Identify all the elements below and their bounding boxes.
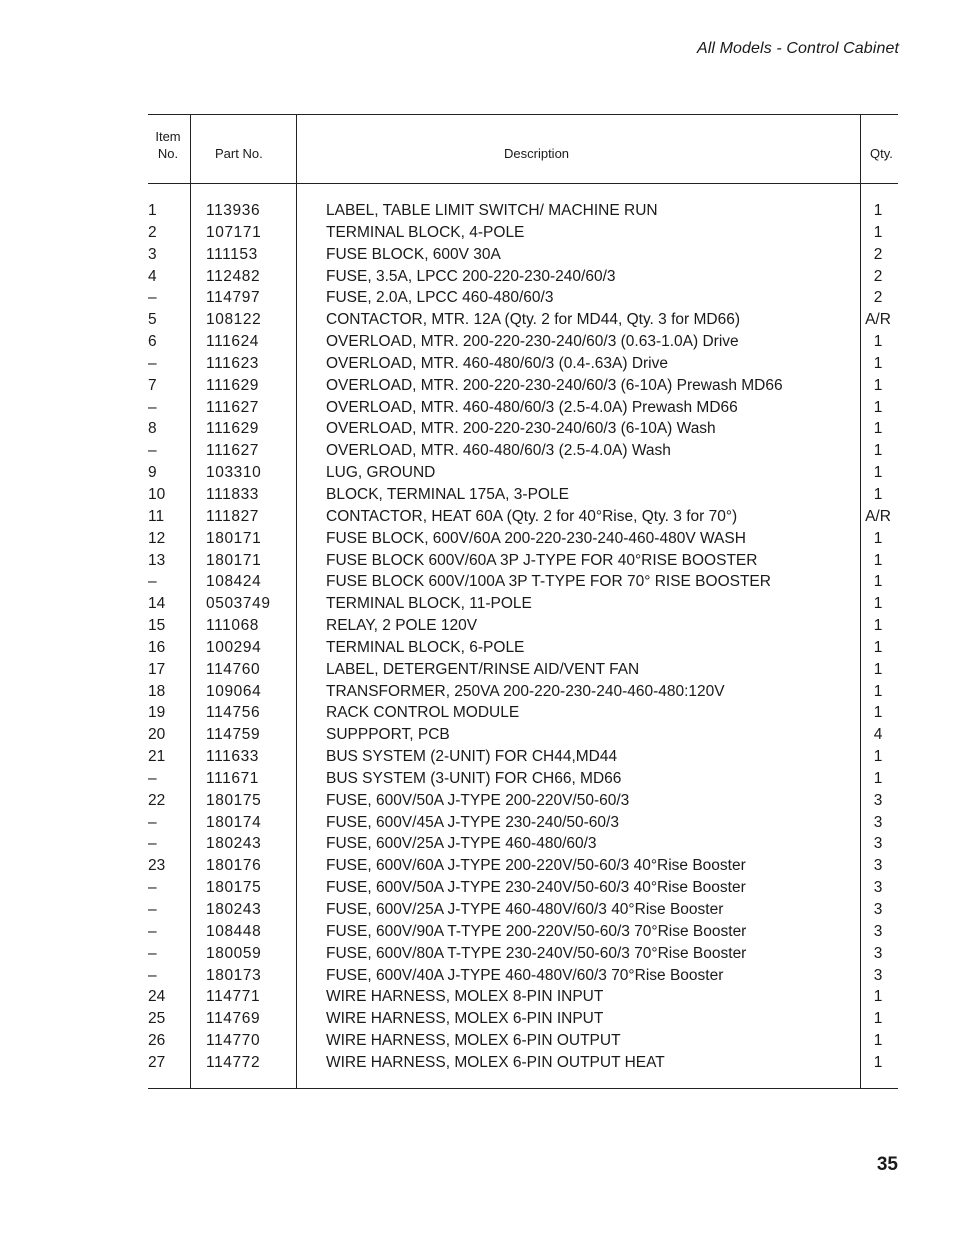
table-row xyxy=(148,484,898,506)
description: FUSE, 3.5A, LPCC 200-220-230-240/60/3 xyxy=(326,267,616,285)
item-number: 2 xyxy=(148,223,157,241)
description: FUSE, 600V/90A T-TYPE 200-220V/50-60/3 70°Rise Booster xyxy=(326,922,747,940)
part-number: 180243 xyxy=(206,901,262,918)
description: FUSE, 600V/25A J-TYPE 460-480/60/3 xyxy=(326,835,597,853)
part-number: 100294 xyxy=(206,638,262,656)
quantity: 1 xyxy=(873,442,883,460)
description: OVERLOAD, MTR. 460-480/60/3 (2.5-4.0A) Wash xyxy=(326,442,671,460)
table-row xyxy=(148,418,898,440)
part-number: 113936 xyxy=(206,202,261,219)
part-number: 111153 xyxy=(206,245,258,263)
table-row xyxy=(148,375,898,397)
quantity: 1 xyxy=(873,485,883,503)
quantity: 3 xyxy=(873,879,883,897)
item-number: 4 xyxy=(148,267,157,285)
table-row xyxy=(148,1008,898,1030)
part-number: 111833 xyxy=(206,485,260,503)
item-number: – xyxy=(148,354,157,372)
item-number: 1 xyxy=(148,202,157,219)
item-number: – xyxy=(148,944,157,962)
table-row xyxy=(148,309,898,331)
table-row xyxy=(148,768,898,790)
quantity: A/R xyxy=(865,507,891,525)
part-number: 180173 xyxy=(206,966,262,984)
table-row xyxy=(148,790,898,812)
description: FUSE, 600V/50A J-TYPE 230-240V/50-60/3 40°Rise Booster xyxy=(326,879,746,897)
quantity: 3 xyxy=(873,791,883,809)
description: CONTACTOR, MTR. 12A (Qty. 2 for MD44, Qty. 3 for MD66) xyxy=(326,311,740,329)
description: FUSE BLOCK 600V/100A 3P T-TYPE FOR 70° RISE BOOSTER xyxy=(326,573,771,591)
part-number: 180175 xyxy=(206,879,262,897)
table-row xyxy=(148,222,898,244)
quantity: 3 xyxy=(873,901,883,918)
item-number: – xyxy=(148,901,157,918)
quantity: 1 xyxy=(873,376,883,394)
part-number: 111627 xyxy=(206,442,260,460)
item-number: 12 xyxy=(148,529,166,547)
item-number: 13 xyxy=(148,551,166,569)
item-number: 20 xyxy=(148,726,166,744)
quantity: 1 xyxy=(873,1010,883,1028)
item-number: 18 xyxy=(148,682,166,700)
description: WIRE HARNESS, MOLEX 8-PIN INPUT xyxy=(326,988,604,1006)
quantity: 1 xyxy=(873,529,883,547)
item-number: 24 xyxy=(148,988,166,1006)
description: OVERLOAD, MTR. 200-220-230-240/60/3 (6-10A) Prewash MD66 xyxy=(326,376,783,394)
table-row xyxy=(148,266,898,288)
part-number: 111623 xyxy=(206,354,260,372)
table-row xyxy=(148,440,898,462)
description: LABEL, DETERGENT/RINSE AID/VENT FAN xyxy=(326,660,640,678)
table-header-rule xyxy=(148,183,898,184)
part-number: 180059 xyxy=(206,944,262,962)
part-number: 111624 xyxy=(206,333,260,351)
column-header-item-line2: No. xyxy=(157,146,179,161)
table-row xyxy=(148,681,898,703)
description: TERMINAL BLOCK, 11-POLE xyxy=(326,595,532,613)
quantity: 1 xyxy=(873,988,883,1006)
part-number: 108424 xyxy=(206,573,262,591)
description: WIRE HARNESS, MOLEX 6-PIN INPUT xyxy=(326,1010,604,1028)
column-header-description: Description xyxy=(504,146,570,161)
table-row xyxy=(148,550,898,572)
description: TRANSFORMER, 250VA 200-220-230-240-460-480:120V xyxy=(326,682,725,700)
description: TERMINAL BLOCK, 6-POLE xyxy=(326,638,525,656)
item-number: – xyxy=(148,769,157,787)
description: RACK CONTROL MODULE xyxy=(326,704,520,722)
item-number: – xyxy=(148,289,157,307)
description: LABEL, TABLE LIMIT SWITCH/ MACHINE RUN xyxy=(326,202,658,219)
table-row xyxy=(148,353,898,375)
part-number: 111629 xyxy=(206,376,260,394)
part-number: 114759 xyxy=(206,726,261,744)
description: FUSE BLOCK, 600V 30A xyxy=(326,245,501,263)
table-row xyxy=(148,877,898,899)
quantity: 1 xyxy=(873,223,883,241)
item-number: 19 xyxy=(148,704,166,722)
description: BUS SYSTEM (3-UNIT) FOR CH66, MD66 xyxy=(326,769,622,787)
description: WIRE HARNESS, MOLEX 6-PIN OUTPUT xyxy=(326,1032,621,1050)
part-number: 114770 xyxy=(206,1032,261,1050)
part-number: 112482 xyxy=(206,267,261,285)
quantity: 2 xyxy=(873,267,883,285)
description: OVERLOAD, MTR. 200-220-230-240/60/3 (6-10A) Wash xyxy=(326,420,716,438)
table-row xyxy=(148,593,898,615)
item-number: 17 xyxy=(148,660,166,678)
table-row xyxy=(148,1030,898,1052)
column-header-qty: Qty. xyxy=(870,146,893,161)
item-number: – xyxy=(148,573,157,591)
table-row xyxy=(148,855,898,877)
description: FUSE BLOCK 600V/60A 3P J-TYPE FOR 40°RISE BOOSTER xyxy=(326,551,758,569)
quantity: 1 xyxy=(873,638,883,656)
table-row xyxy=(148,965,898,987)
item-number: 8 xyxy=(148,420,157,438)
quantity: 3 xyxy=(873,944,883,962)
item-number: 7 xyxy=(148,376,157,394)
quantity: 1 xyxy=(873,748,883,766)
part-number: 108448 xyxy=(206,922,262,940)
table-body xyxy=(148,200,898,1074)
quantity: 1 xyxy=(873,398,883,416)
table-row xyxy=(148,943,898,965)
description: OVERLOAD, MTR. 200-220-230-240/60/3 (0.63-1.0A) Drive xyxy=(326,333,739,351)
part-number: 111827 xyxy=(206,507,260,525)
part-number: 107171 xyxy=(206,223,262,241)
part-number: 111627 xyxy=(206,398,260,416)
quantity: 1 xyxy=(873,573,883,591)
page-header-title: All Models - Control Cabinet xyxy=(697,40,899,57)
part-number: 108122 xyxy=(206,311,262,329)
part-number: 111671 xyxy=(206,769,260,787)
item-number: 23 xyxy=(148,857,166,875)
table-row xyxy=(148,244,898,266)
table-row xyxy=(148,571,898,593)
item-number: 3 xyxy=(148,245,157,263)
description: BUS SYSTEM (2-UNIT) FOR CH44,MD44 xyxy=(326,748,618,766)
item-number: 10 xyxy=(148,485,166,503)
item-number: 26 xyxy=(148,1032,166,1050)
part-number: 180174 xyxy=(206,813,262,831)
quantity: 2 xyxy=(873,245,883,263)
table-row xyxy=(148,287,898,309)
part-number: 114769 xyxy=(206,1010,261,1028)
item-number: – xyxy=(148,398,157,416)
part-number: 180176 xyxy=(206,857,262,875)
table-row xyxy=(148,659,898,681)
quantity: 3 xyxy=(873,966,883,984)
item-number: 6 xyxy=(148,333,157,351)
table-row xyxy=(148,899,898,921)
quantity: 3 xyxy=(873,857,883,875)
table-row xyxy=(148,921,898,943)
description: TERMINAL BLOCK, 4-POLE xyxy=(326,223,525,241)
description: OVERLOAD, MTR. 460-480/60/3 (2.5-4.0A) Prewash MD66 xyxy=(326,398,738,416)
quantity: 1 xyxy=(873,617,883,635)
item-number: 9 xyxy=(148,464,157,482)
item-number: 11 xyxy=(148,507,165,525)
column-header-item xyxy=(153,128,183,162)
description: RELAY, 2 POLE 120V xyxy=(326,617,478,635)
quantity: A/R xyxy=(865,311,891,329)
table-row xyxy=(148,637,898,659)
item-number: 14 xyxy=(148,595,166,613)
item-number: 21 xyxy=(148,748,166,766)
table-row xyxy=(148,1052,898,1074)
part-number: 114760 xyxy=(206,660,261,678)
item-number: – xyxy=(148,813,157,831)
item-number: – xyxy=(148,442,157,460)
quantity: 1 xyxy=(873,1032,883,1050)
description: FUSE, 600V/25A J-TYPE 460-480V/60/3 40°Rise Booster xyxy=(326,901,724,918)
quantity: 1 xyxy=(873,464,883,482)
description: FUSE, 600V/40A J-TYPE 460-480V/60/3 70°Rise Booster xyxy=(326,966,724,984)
part-number: 114772 xyxy=(206,1053,261,1071)
part-number: 0503749 xyxy=(206,595,271,613)
item-number: 16 xyxy=(148,638,166,656)
table-row xyxy=(148,746,898,768)
description: FUSE, 2.0A, LPCC 460-480/60/3 xyxy=(326,289,554,307)
item-number: – xyxy=(148,922,157,940)
table-row xyxy=(148,462,898,484)
part-number: 111629 xyxy=(206,420,260,438)
quantity: 4 xyxy=(873,726,883,744)
quantity: 1 xyxy=(873,333,883,351)
page-number: 35 xyxy=(876,1154,898,1175)
table-row xyxy=(148,506,898,528)
part-number: 180171 xyxy=(206,551,262,569)
quantity: 1 xyxy=(873,551,883,569)
part-number: 114756 xyxy=(206,704,261,722)
description: WIRE HARNESS, MOLEX 6-PIN OUTPUT HEAT xyxy=(326,1053,665,1071)
table-bottom-rule xyxy=(148,1088,898,1089)
quantity: 2 xyxy=(873,289,883,307)
quantity: 3 xyxy=(873,835,883,853)
table-row xyxy=(148,724,898,746)
description: FUSE, 600V/60A J-TYPE 200-220V/50-60/3 40°Rise Booster xyxy=(326,857,746,875)
table-row xyxy=(148,812,898,834)
table-row xyxy=(148,833,898,855)
description: SUPPPORT, PCB xyxy=(326,726,450,744)
quantity: 1 xyxy=(873,420,883,438)
column-header-part: Part No. xyxy=(215,146,263,161)
table-top-rule xyxy=(148,114,898,115)
description: BLOCK, TERMINAL 175A, 3-POLE xyxy=(326,485,569,503)
item-number: – xyxy=(148,879,157,897)
description: FUSE, 600V/50A J-TYPE 200-220V/50-60/3 xyxy=(326,791,630,809)
quantity: 1 xyxy=(873,354,883,372)
table-row xyxy=(148,331,898,353)
description: LUG, GROUND xyxy=(326,464,436,482)
part-number: 103310 xyxy=(206,464,262,482)
part-number: 180171 xyxy=(206,529,262,547)
quantity: 3 xyxy=(873,813,883,831)
item-number: – xyxy=(148,835,157,853)
item-number: – xyxy=(148,966,157,984)
part-number: 114771 xyxy=(206,988,261,1006)
description: FUSE, 600V/80A T-TYPE 230-240V/50-60/3 70°Rise Booster xyxy=(326,944,747,962)
part-number: 111068 xyxy=(206,617,260,635)
table-row xyxy=(148,702,898,724)
quantity: 1 xyxy=(873,1053,883,1071)
quantity: 3 xyxy=(873,922,883,940)
quantity: 1 xyxy=(873,682,883,700)
table-row xyxy=(148,615,898,637)
description: CONTACTOR, HEAT 60A (Qty. 2 for 40°Rise, Qty. 3 for 70°) xyxy=(326,507,738,525)
item-number: 22 xyxy=(148,791,166,809)
part-number: 180243 xyxy=(206,835,262,853)
quantity: 1 xyxy=(873,704,883,722)
quantity: 1 xyxy=(873,660,883,678)
description: FUSE, 600V/45A J-TYPE 230-240/50-60/3 xyxy=(326,813,619,831)
column-header-item-line1: Item xyxy=(155,129,181,144)
item-number: 25 xyxy=(148,1010,166,1028)
part-number: 111633 xyxy=(206,748,260,766)
quantity: 1 xyxy=(873,202,883,219)
part-number: 180175 xyxy=(206,791,262,809)
item-number: 15 xyxy=(148,617,166,635)
quantity: 1 xyxy=(873,769,883,787)
table-row xyxy=(148,986,898,1008)
table-row xyxy=(148,528,898,550)
table-row xyxy=(148,200,898,222)
description: FUSE BLOCK, 600V/60A 200-220-230-240-460-480V WASH xyxy=(326,529,746,547)
description: OVERLOAD, MTR. 460-480/60/3 (0.4-.63A) Drive xyxy=(326,354,668,372)
item-number: 5 xyxy=(148,311,157,329)
part-number: 109064 xyxy=(206,682,262,700)
table-row xyxy=(148,397,898,419)
quantity: 1 xyxy=(873,595,883,613)
part-number: 114797 xyxy=(206,289,261,307)
item-number: 27 xyxy=(148,1053,166,1071)
